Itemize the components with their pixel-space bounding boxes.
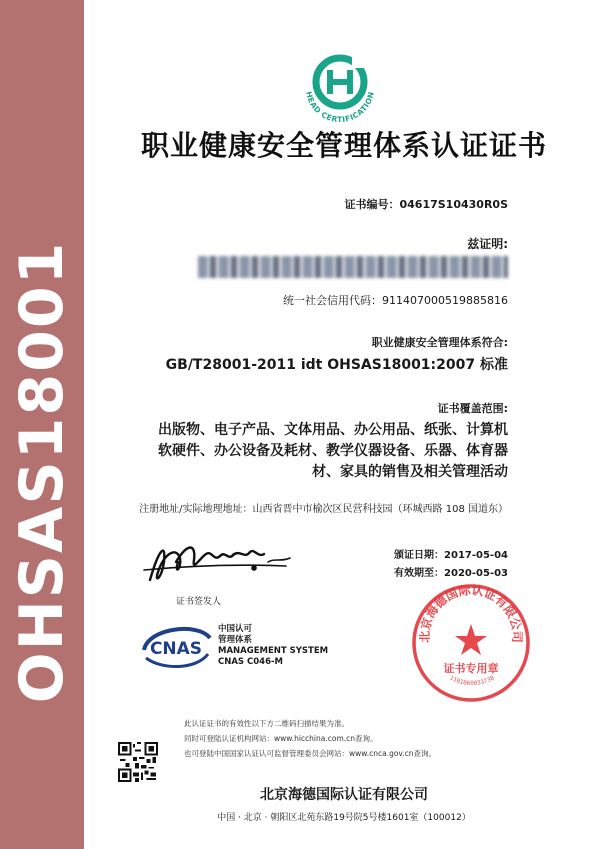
note-line: 同时可登陆认证机构网站：www.hicchina.com.cn查询。 xyxy=(184,734,378,743)
cnas-line: 管理体系 xyxy=(218,635,253,645)
hereby-certify-label: 兹证明: xyxy=(467,237,508,251)
signature-image xyxy=(136,532,296,594)
cnas-line: CNAS C046-M xyxy=(218,657,283,667)
issuer-company: 北京海德国际认证有限公司 xyxy=(260,787,428,803)
cnas-logo xyxy=(138,620,214,670)
scope-text xyxy=(158,420,508,483)
standard-text: GB/T28001-2011 idt OHSAS18001:2007 标准 xyxy=(165,357,508,373)
registered-address: 注册地址/实际地理地址：山西省晋中市榆次区民营科技园（环城西路 108 国道东） xyxy=(139,504,508,515)
seal-number: 1101060033738 xyxy=(448,674,496,688)
signatory-label: 证书签发人 xyxy=(176,597,222,607)
note-line: 此认证证书的有效性以下方二维码扫描结果为准。 xyxy=(184,719,349,728)
scope-line: 出版物、电子产品、文体用品、办公用品、纸张、计算机 xyxy=(158,422,508,438)
scope-label: 证书覆盖范围: xyxy=(437,402,508,415)
cnas-line: MANAGEMENT SYSTEM xyxy=(218,646,329,656)
head-certification-logo xyxy=(294,42,386,134)
verification-notes xyxy=(184,716,436,761)
cnas-logo-text: CNAS xyxy=(149,639,203,659)
conform-label: 职业健康安全管理体系符合: xyxy=(371,336,508,349)
company-name-blurred xyxy=(198,256,508,278)
cnas-line: 中国认可 xyxy=(218,624,253,634)
svg-text:1101060033738 xyxy=(448,674,495,687)
side-band xyxy=(0,0,84,849)
cnas-text xyxy=(218,624,328,668)
credit-code: 统一社会信用代码：911407000519885816 xyxy=(283,294,508,307)
certificate-title: 职业健康安全管理体系认证证书 xyxy=(140,129,547,162)
official-seal xyxy=(410,582,532,704)
issuer-address: 中国 · 北京 · 朝阳区北苑东路19号院5号楼1601室（100012） xyxy=(217,813,471,823)
scope-line: 软硬件、办公设备及耗材、教学仪器设备、乐器、体育器 xyxy=(158,443,508,459)
qr-code[interactable] xyxy=(118,742,158,782)
valid-date: 有效期至：2020-05-03 xyxy=(394,568,508,579)
issue-date: 颁证日期：2017-05-04 xyxy=(394,550,508,561)
seal-top-text: 北京海德国际认证有限公司 xyxy=(417,583,525,643)
scope-line: 材、家具的销售及相关管理活动 xyxy=(312,464,508,480)
blurred-text xyxy=(198,256,508,278)
note-line: 也可登陆中国国家认证认可监督管理委员会网站：www.cnca.gov.cn查询。 xyxy=(184,749,437,758)
side-band-text: OHSAS18001 xyxy=(7,240,77,704)
logo-ring-text: HEAD CERTIFICATION xyxy=(304,90,376,125)
certificate-number: 证书编号：04617S10430R0S xyxy=(344,198,508,211)
seal-center-text: 证书专用章 xyxy=(443,662,499,675)
